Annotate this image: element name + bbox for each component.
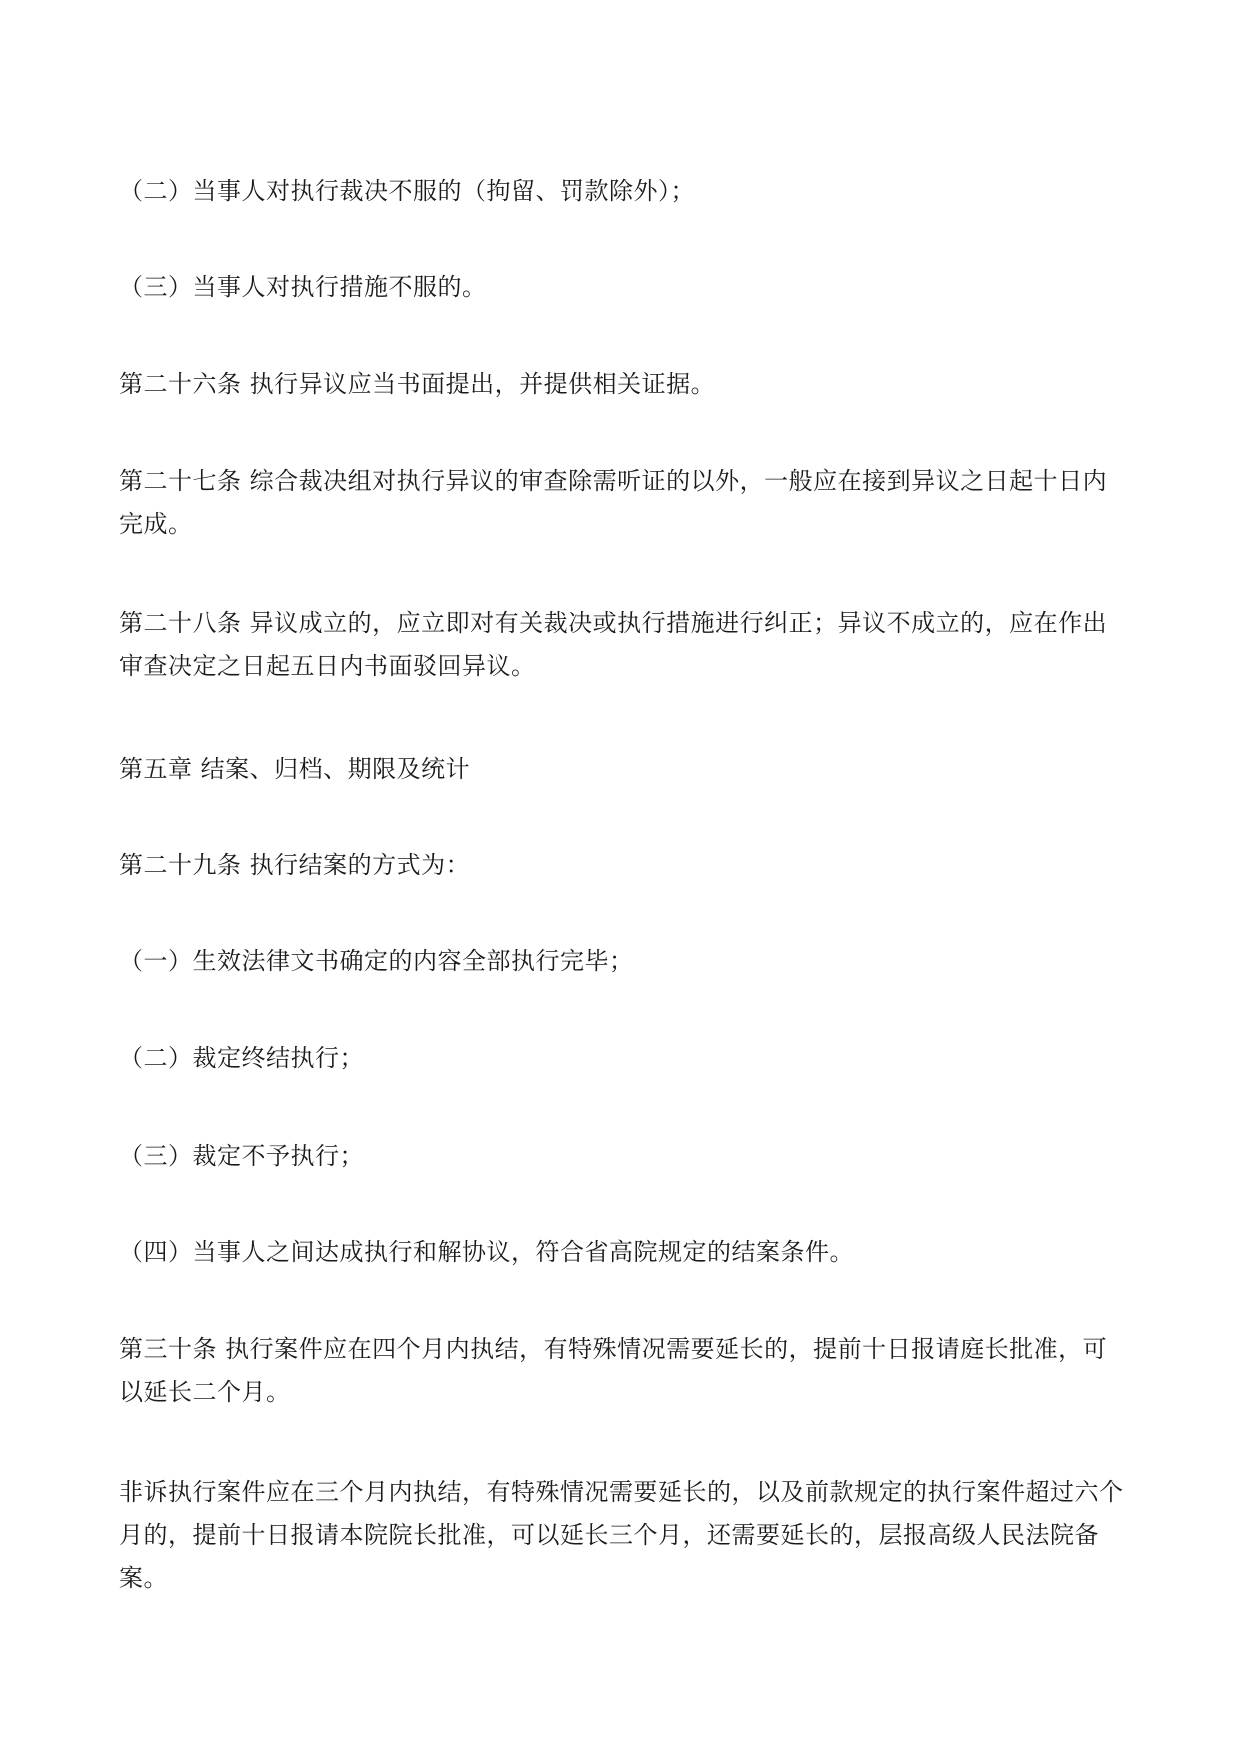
paragraph-item-29-4: （四）当事人之间达成执行和解协议，符合省高院规定的结案条件。 xyxy=(119,1238,854,1266)
paragraph-item-2-3: （三）当事人对执行措施不服的。 xyxy=(119,273,487,301)
paragraph-item-29-2: （二）裁定终结执行； xyxy=(119,1044,364,1072)
paragraph-item-29-1: （一）生效法律文书确定的内容全部执行完毕； xyxy=(119,947,634,975)
paragraph-item-2-2: （二）当事人对执行裁决不服的（拘留、罚款除外）； xyxy=(119,177,695,205)
paragraph-article-27: 第二十七条 综合裁决组对执行异议的审查除需听证的以外，一般应在接到异议之日起十日内完成。 xyxy=(119,467,1108,538)
paragraph-article-29: 第二十九条 执行结案的方式为： xyxy=(119,851,471,879)
paragraph-item-29-3: （三）裁定不予执行； xyxy=(119,1142,364,1170)
paragraph-article-30: 第三十条 执行案件应在四个月内执结，有特殊情况需要延长的，提前十日报请庭长批准，可以延长二个月。 xyxy=(119,1335,1108,1406)
paragraph-non-litigation-execution: 非诉执行案件应在三个月内执结，有特殊情况需要延长的，以及前款规定的执行案件超过六个月的，提前十日报请本院院长批准，可以延长三个月，还需要延长的，层报高级人民法院备案。 xyxy=(119,1478,1124,1592)
paragraph-article-26: 第二十六条 执行异议应当书面提出，并提供相关证据。 xyxy=(119,370,716,398)
paragraph-article-28: 第二十八条 异议成立的，应立即对有关裁决或执行措施进行纠正；异议不成立的，应在作出审查决定之日起五日内书面驳回异议。 xyxy=(119,609,1108,680)
chapter-heading-5: 第五章 结案、归档、期限及统计 xyxy=(119,755,471,783)
